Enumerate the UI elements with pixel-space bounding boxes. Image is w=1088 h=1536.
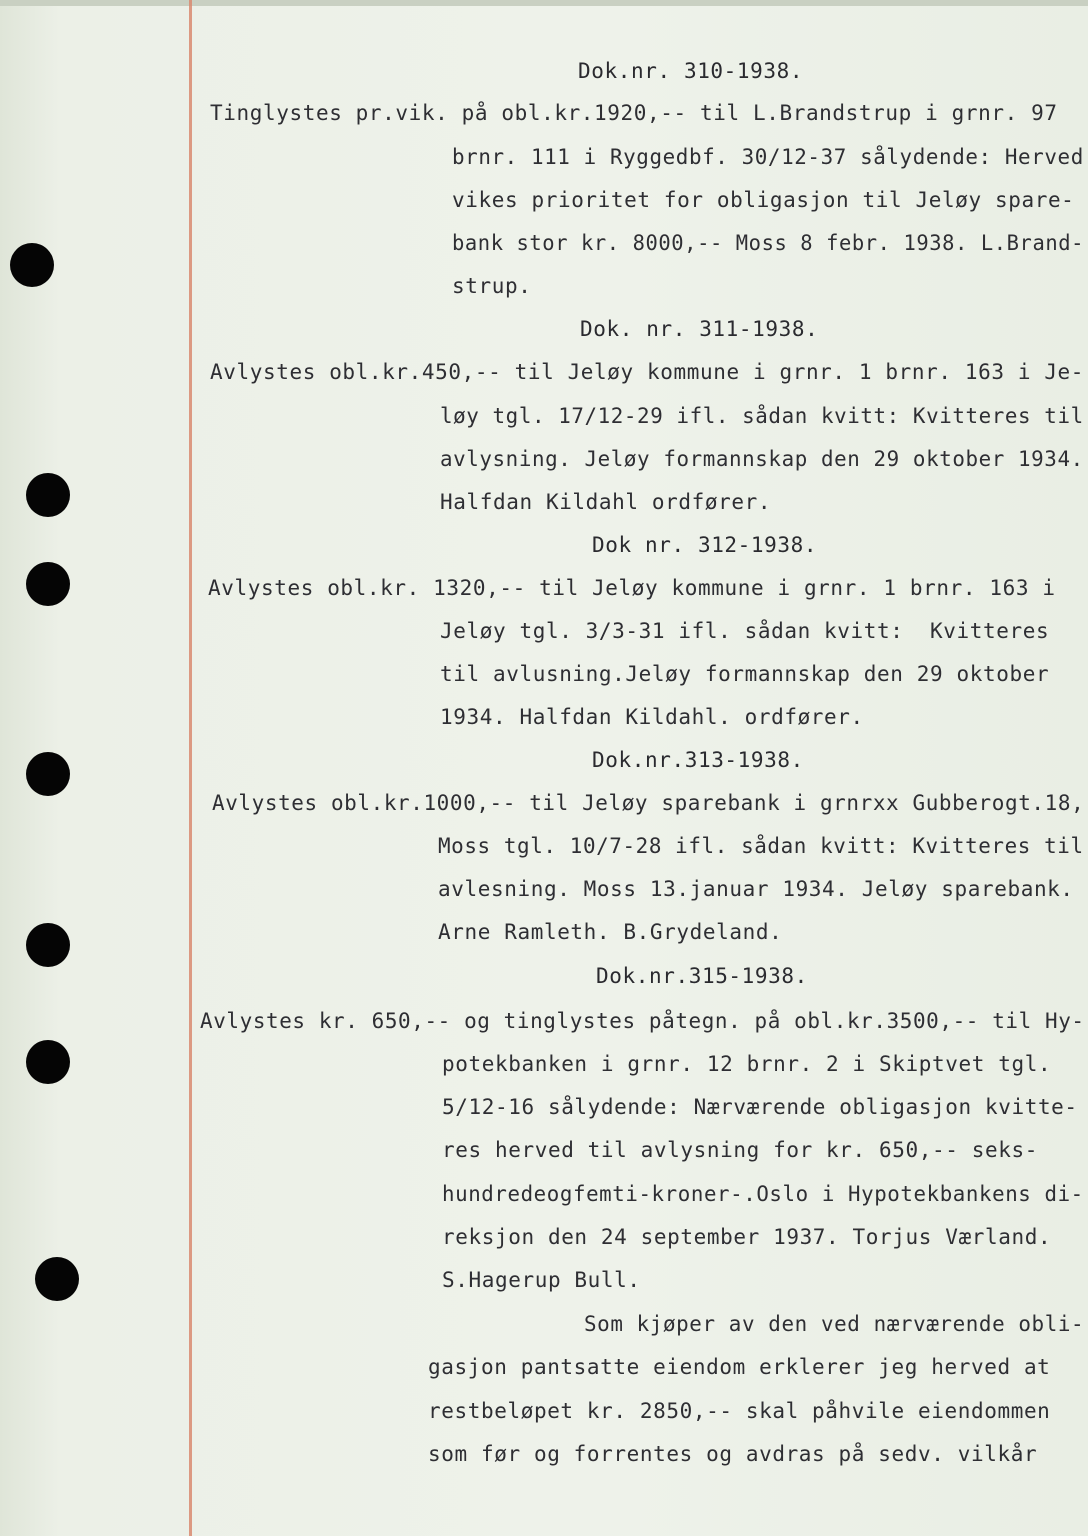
text-line: Arne Ramleth. B.Grydeland. bbox=[438, 920, 783, 944]
text-line: bank stor kr. 8000,-- Moss 8 febr. 1938. L.Brand- bbox=[452, 231, 1085, 255]
punch-hole bbox=[26, 752, 70, 796]
text-line: gasjon pantsatte eiendom erklerer jeg herved at bbox=[428, 1355, 1051, 1379]
page-top-edge bbox=[0, 0, 1088, 6]
text-line: Moss tgl. 10/7-28 ifl. sådan kvitt: Kvitteres til bbox=[438, 834, 1084, 858]
doc-number-heading: Dok nr. 312-1938. bbox=[592, 533, 818, 557]
punch-hole bbox=[26, 473, 70, 517]
text-line: potekbanken i grnr. 12 brnr. 2 i Skiptvet tgl. bbox=[442, 1052, 1052, 1076]
text-line: 1934. Halfdan Kildahl. ordfører. bbox=[440, 705, 864, 729]
text-line: avlysning. Jeløy formannskap den 29 oktober 1934. bbox=[440, 447, 1084, 471]
punch-hole bbox=[26, 923, 70, 967]
text-line: reksjon den 24 september 1937. Torjus Værland. bbox=[442, 1225, 1052, 1249]
text-line: strup. bbox=[452, 274, 532, 298]
punch-hole bbox=[35, 1257, 79, 1301]
doc-number-heading: Dok. nr. 311-1938. bbox=[580, 317, 819, 341]
text-line: 5/12-16 sålydende: Nærværende obligasjon kvitte- bbox=[442, 1095, 1078, 1119]
doc-number-heading: Dok.nr. 310-1938. bbox=[578, 59, 804, 83]
text-line: Jeløy tgl. 3/3-31 ifl. sådan kvitt: Kvitteres bbox=[440, 619, 1050, 643]
text-line: Avlystes obl.kr.450,-- til Jeløy kommune i grnr. 1 brnr. 163 i Je- bbox=[210, 360, 1085, 384]
margin-rule bbox=[189, 0, 192, 1536]
punch-hole bbox=[10, 243, 54, 287]
text-line: som før og forrentes og avdras på sedv. vilkår bbox=[428, 1442, 1038, 1466]
text-line: S.Hagerup Bull. bbox=[442, 1268, 641, 1292]
text-line: avlesning. Moss 13.januar 1934. Jeløy sparebank. bbox=[438, 877, 1074, 901]
text-line: Avlystes kr. 650,-- og tinglystes påtegn. på obl.kr.3500,-- til Hy- bbox=[200, 1009, 1085, 1033]
text-line: res herved til avlysning for kr. 650,-- seks- bbox=[442, 1138, 1038, 1162]
text-line: Avlystes obl.kr. 1320,-- til Jeløy kommune i grnr. 1 brnr. 163 i bbox=[208, 576, 1056, 600]
text-line: Avlystes obl.kr.1000,-- til Jeløy sparebank i grnrxx Gubberogt.18, bbox=[212, 791, 1085, 815]
text-line: Som kjøper av den ved nærværende obli- bbox=[584, 1312, 1085, 1336]
punch-hole bbox=[26, 562, 70, 606]
punch-hole bbox=[26, 1040, 70, 1084]
doc-number-heading: Dok.nr.313-1938. bbox=[592, 748, 804, 772]
text-line: restbeløpet kr. 2850,-- skal påhvile eiendommen bbox=[428, 1399, 1051, 1423]
text-line: Tinglystes pr.vik. på obl.kr.1920,-- til L.Brandstrup i grnr. 97 bbox=[210, 101, 1058, 125]
text-line: hundredeogfemti-kroner-.Oslo i Hypotekbankens di- bbox=[442, 1182, 1084, 1206]
text-line: løy tgl. 17/12-29 ifl. sådan kvitt: Kvitteres til bbox=[440, 404, 1084, 428]
text-line: vikes prioritet for obligasjon til Jeløy spare- bbox=[452, 188, 1075, 212]
text-line: til avlusning.Jeløy formannskap den 29 oktober bbox=[440, 662, 1050, 686]
text-line: brnr. 111 i Ryggedbf. 30/12-37 sålydende: Herved bbox=[452, 145, 1084, 169]
text-line: Halfdan Kildahl ordfører. bbox=[440, 490, 772, 514]
doc-number-heading: Dok.nr.315-1938. bbox=[596, 964, 808, 988]
